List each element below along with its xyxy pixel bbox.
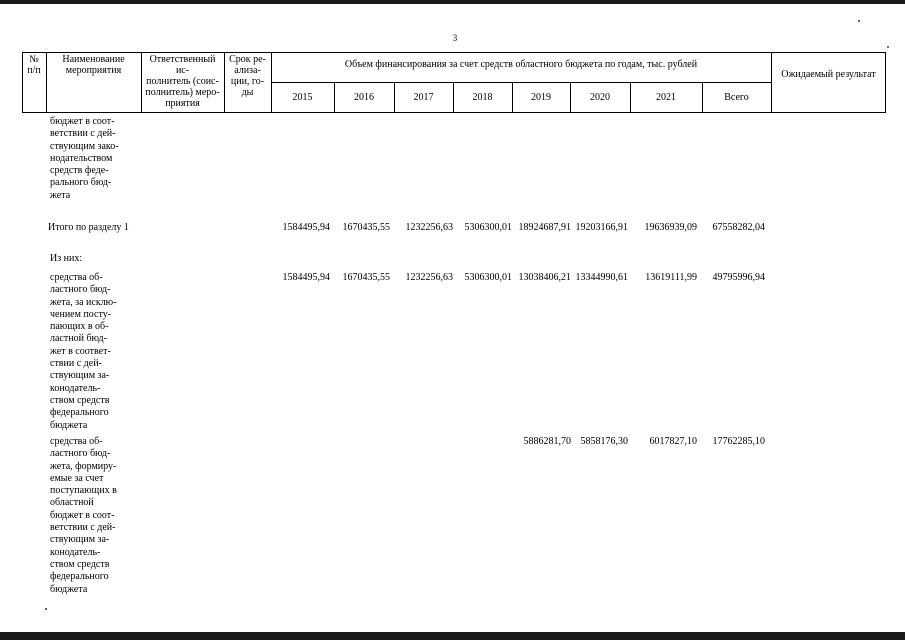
- total-2017: 1232256,63: [405, 222, 453, 233]
- header-number: № п/п: [27, 54, 41, 76]
- scan-speck: [858, 20, 860, 22]
- header-year-2020: 2020: [590, 92, 610, 103]
- scan-speck: [887, 46, 889, 48]
- sub1-2015: 1584495,94: [282, 272, 330, 283]
- total-2018: 5306300,01: [464, 222, 512, 233]
- header-year-2017: 2017: [413, 92, 434, 103]
- sub1-2017: 1232256,63: [405, 272, 453, 283]
- header-responsible: Ответственный ис- полнитель (соис- полнитель) меро- приятия: [145, 54, 220, 109]
- scan-border-top: [0, 0, 905, 4]
- page-number: 3: [452, 33, 458, 43]
- scan-speck: [45, 608, 47, 610]
- header-funding: Объем финансирования за счет средств областного бюджета по годам, тыс. рублей: [344, 58, 698, 70]
- sub2-2020: 5858176,30: [580, 436, 628, 447]
- header-year-2015: 2015: [292, 92, 313, 103]
- total-2019: 18924687,91: [518, 222, 571, 233]
- sub2-all: 17762285,10: [712, 436, 765, 447]
- header-year-total: Всего: [724, 92, 749, 103]
- total-2021: 19636939,09: [644, 222, 697, 233]
- header-name: Наименование мероприятия: [62, 54, 125, 76]
- sub1-2018: 5306300,01: [464, 272, 512, 283]
- total-2016: 1670435,55: [342, 222, 390, 233]
- header-year-2018: 2018: [472, 92, 493, 103]
- sub1-2019: 13038406,21: [518, 272, 571, 283]
- sub1-name: средства об- ластного бюд- жета, за исклю- чением посту- пающих в об- ластной бюд- жет в соответ- ствии с дей- ствующим за- конодатель- ством средств федерального бюджета: [50, 272, 117, 431]
- continuation-text: бюджет в соот- ветствии с дей- ствующим зако- нодательством средств феде- рального бюд- жета: [50, 116, 119, 201]
- header-year-2021: 2021: [656, 92, 676, 103]
- scan-border-bottom: [0, 632, 905, 640]
- header-expected-result: Ожидаемый результат: [781, 69, 876, 80]
- of-them-label: Из них:: [50, 253, 83, 264]
- header-year-2019: 2019: [531, 92, 551, 103]
- sub2-name: средства об- ластного бюд- жета, формиру- емые за счет поступающих в областной бюджет в соот- ветствии с дей- ствующим за- конодатель- ством средств федерального бюджета: [50, 436, 117, 595]
- sub2-2021: 6017827,10: [649, 436, 697, 447]
- total-all: 67558282,04: [712, 222, 765, 233]
- sub1-2020: 13344990,61: [575, 272, 628, 283]
- sub1-2016: 1670435,55: [342, 272, 390, 283]
- sub2-2019: 5886281,70: [523, 436, 571, 447]
- total-label: Итого по разделу 1: [48, 222, 129, 233]
- total-2015: 1584495,94: [282, 222, 330, 233]
- header-year-2016: 2016: [354, 92, 374, 103]
- sub1-2021: 13619111,99: [645, 272, 697, 283]
- header-term: Срок ре- ализа- ции, го- ды: [229, 54, 266, 98]
- sub1-all: 49795996,94: [712, 272, 765, 283]
- total-2020: 19203166,91: [575, 222, 628, 233]
